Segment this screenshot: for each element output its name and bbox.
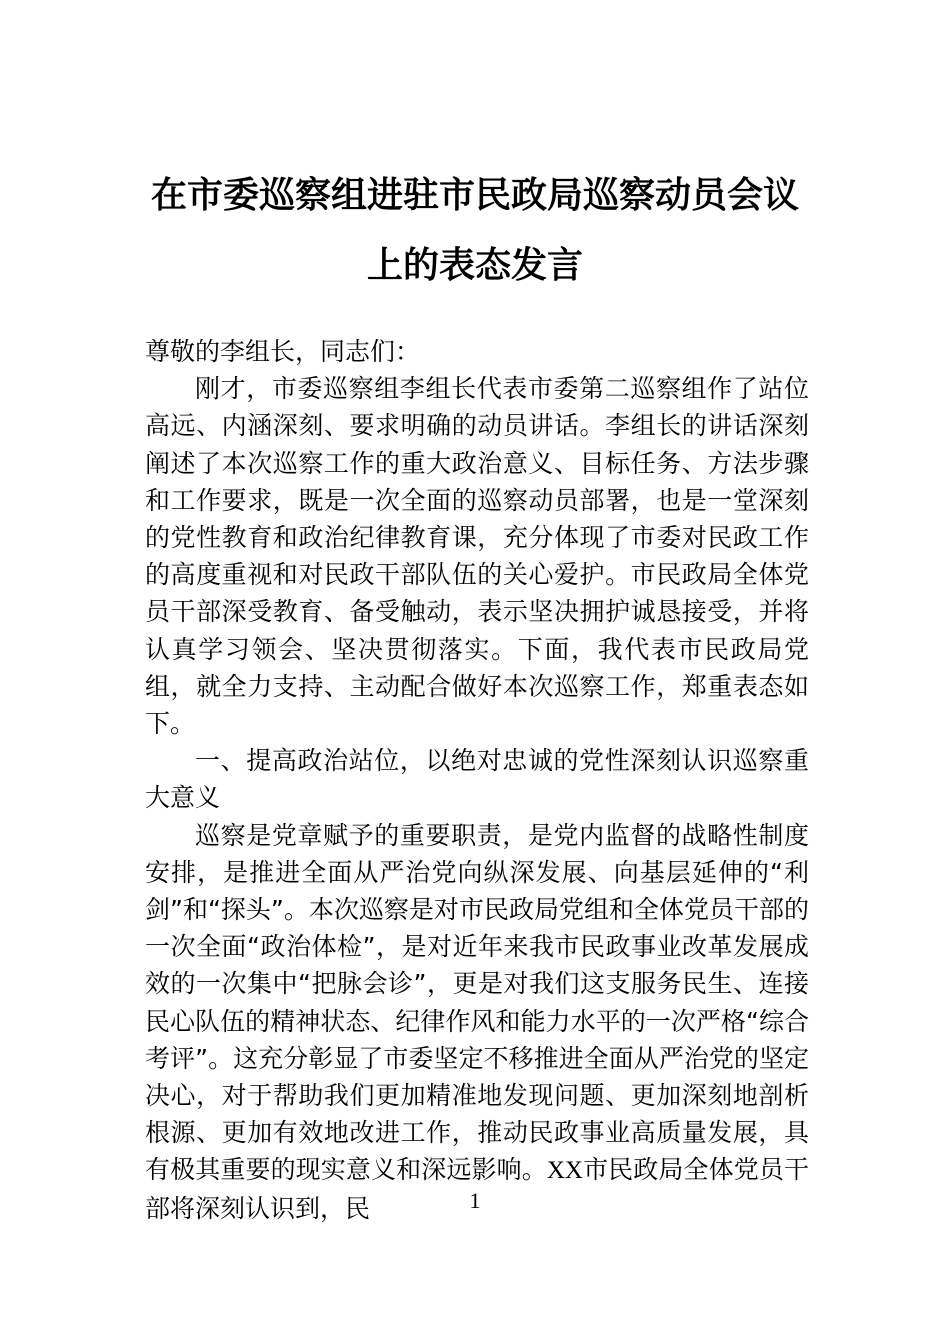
paragraph-opening: 刚才，市委巡察组李组长代表市委第二巡察组作了站位高远、内涵深刻、要求明确的动员讲话。李组长的讲话深刻阐述了本次巡察工作的重大政治意义、目标任务、方法步骤和工作要求，既是一次全面的巡察动员部署，也是一堂深刻的党性教育和政治纪律教育课，充分体现了市委对民政工作的高度重视和对民政干部队伍的关心爱护。市民政局全体党员干部深受教育、备受触动，表示坚决拥护诚恳接受，并将认真学习领会、坚决贯彻落实。下面，我代表市民政局党组，就全力支持、主动配合做好本次巡察工作，郑重表态如下。 [145,374,809,739]
paragraph-section-1-text: 巡察是党章赋予的重要职责，是党内监督的战略性制度安排，是推进全面从严治党向纵深发展、向基层延伸的“利剑”和“探头”。本次巡察是对市民政局党组和全体党员干部的一次全面“政治体检”，是对近年来我市民政事业改革发展成效的一次集中“把脉会诊”，更是对我们这支服务民生、连接民心队伍的精神状态、纪律作风和能力水平的一次严格“综合考评”。这充分彰显了市委坚定不移推进全面从严治党的坚定决心，对于帮助我们更加精准地发现问题、更加深刻地剖析根源、更加有效地改进工作，推动民政事业高质量发展，具有极其重要的现实意义和深远影响。 [145,820,809,1185]
page-number: 1 [469,1188,481,1213]
document-title-line-2: 上的表态发言 [366,245,583,286]
paragraph-section-1-continued: 市民政局全体党员干部将深刻认识到，民 [145,1155,809,1223]
placeholder-xx: XX [546,1157,583,1185]
paragraph-section-1 [145,817,809,1227]
document-body [145,333,809,1227]
section-heading-1: 一、提高政治站位，以绝对忠诚的党性深刻认识巡察重大意义 [145,746,809,813]
salutation: 尊敬的李组长，同志们： [145,337,421,366]
document-title-line-1: 在市委巡察组进驻市民政局巡察动员会议 [150,175,799,216]
